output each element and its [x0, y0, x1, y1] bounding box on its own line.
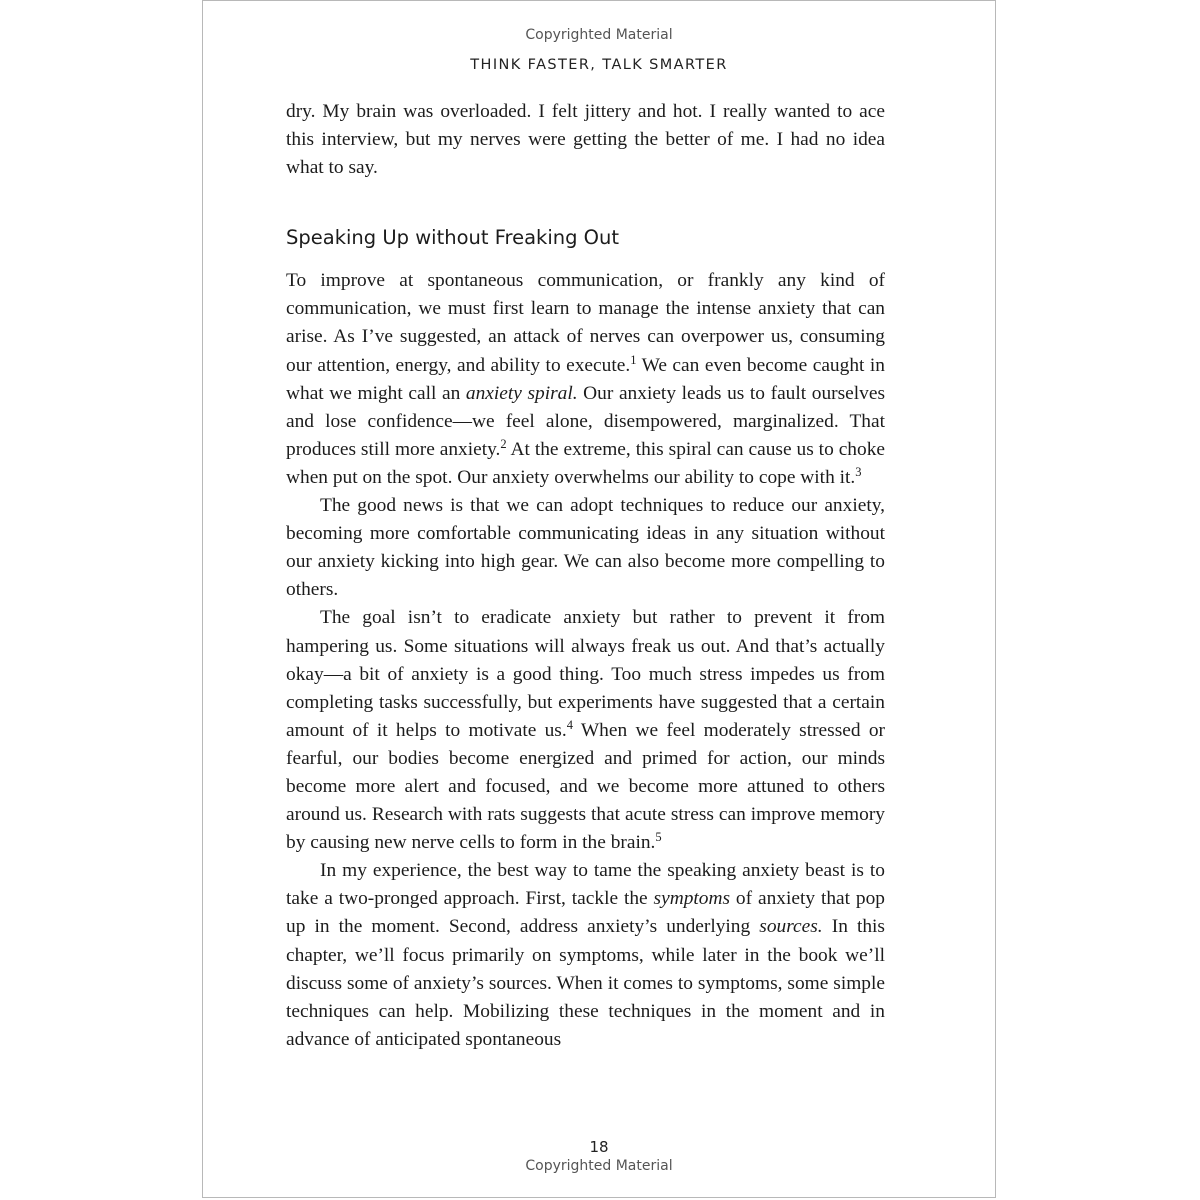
page-number: 18	[589, 1138, 609, 1156]
book-page	[202, 0, 996, 1198]
paragraph-2: The good news is that we can adopt techniques to reduce our anxiety, becoming more comfortable communicating ideas in any situation without our anxiety kicking into high gear. We can also become more compelling to others.	[286, 495, 885, 601]
footnote-ref-1: 1	[630, 352, 637, 367]
paragraph-3	[286, 604, 885, 857]
footnote-ref-3: 3	[855, 464, 862, 479]
paragraph-3-text-b: When we feel moderately stressed or fearful, our bodies become energized and primed for action, our minds become more alert and focused, and we become more attuned to others around us. Research with rats suggests that acute stress can improve memory by causing new nerve cells to form in the brain.	[286, 719, 885, 854]
copyright-notice-bottom: Copyrighted Material	[525, 1158, 673, 1174]
emphasis-sources: sources.	[759, 916, 823, 938]
footnote-ref-2: 2	[500, 436, 507, 451]
paragraph-4-text-a: In my experience, the best way to tame the speaking anxiety beast is to take a two-pronged approach. First, tackle the	[286, 860, 885, 910]
footnote-ref-5: 5	[655, 830, 662, 845]
footnote-ref-4: 4	[566, 717, 573, 732]
emphasis-anxiety-spiral: anxiety spiral.	[465, 382, 578, 404]
paragraph-1-text-a: To improve at spontaneous communication, or frankly any kind of communication, we must first learn to manage the intense anxiety that can arise. As I’ve suggested, an attack of nerves can overpower us, consuming our attention, energy, and ability to execute.	[286, 270, 885, 376]
copyright-notice-top: Copyrighted Material	[525, 27, 673, 43]
paragraph-4-text-b: of anxiety that pop up in the moment. Second, address anxiety’s underlying	[286, 888, 885, 938]
paragraph-1	[286, 267, 885, 492]
paragraph-3-text-a: The goal isn’t to eradicate anxiety but rather to prevent it from hampering us. Some situations will always freak us out. And that’s actually okay—a bit of anxiety is a good thing. Too much stress impedes us from completing tasks successfully, but experiments have suggested that a certain amount of it helps to motivate us.	[286, 607, 885, 741]
paragraph-4	[286, 857, 885, 1054]
paragraph-1-text-c: Our anxiety leads us to fault ourselves and lose confidence—we feel alone, disempowered, marginalized. That produces still more anxiety.	[286, 382, 885, 460]
running-head: THINK FASTER, TALK SMARTER	[470, 57, 728, 73]
paragraph-continued: dry. My brain was overloaded. I felt jittery and hot. I really wanted to ace this interview, but my nerves were getting the better of me. I had no idea what to say.	[286, 101, 885, 179]
paragraph-1-text-b: We can even become caught in what we might call an	[286, 354, 885, 404]
paragraph-4-text-c: In this chapter, we’ll focus primarily on symptoms, while later in the book we’ll discuss some of anxiety’s sources. When it comes to symptoms, some simple techniques can help. Mobilizing these techniques in the moment and in advance of anticipated spontaneous	[286, 916, 885, 1050]
section-heading: Speaking Up without Freaking Out	[286, 226, 620, 250]
page-body	[286, 98, 885, 1054]
emphasis-symptoms: symptoms	[653, 888, 731, 910]
paragraph-1-text-d: At the extreme, this spiral can cause us to choke when put on the spot. Our anxiety overwhelms our ability to cope with it.	[286, 438, 885, 488]
